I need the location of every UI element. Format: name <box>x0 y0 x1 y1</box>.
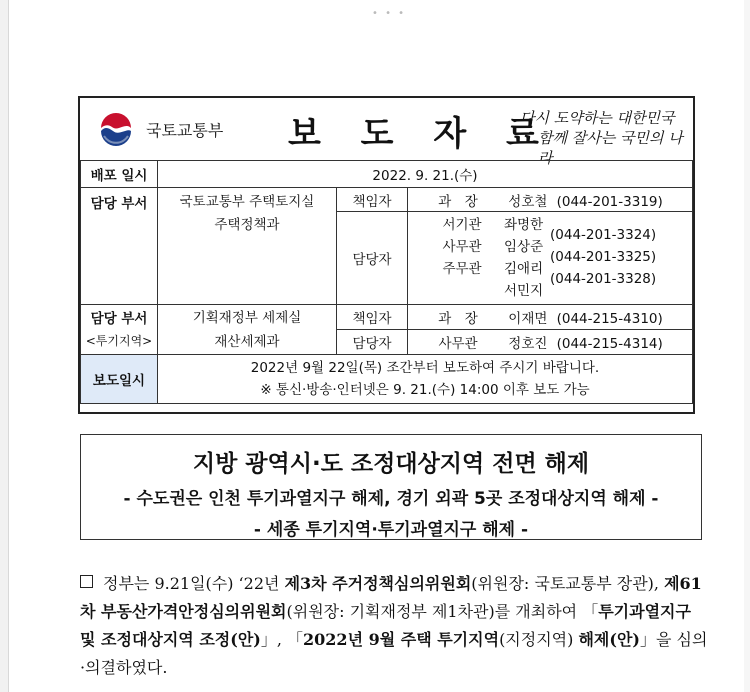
slogan-line-2: 함께 잘사는 국민의 나라 <box>538 129 683 167</box>
body-text-segment: 」, 「 <box>260 630 304 649</box>
dept2-head-name: 이재면 <box>508 311 548 327</box>
ministry-name: 국토교통부 <box>146 121 224 140</box>
dept1-staff-names <box>504 214 543 302</box>
staff-title: 주무관 <box>442 261 482 277</box>
document-type-title: 보 도 자 료 <box>288 114 553 154</box>
banner <box>80 98 693 167</box>
embargo-line-1: 2022년 9월 22일(목) 조간부터 보도하여 주시기 바랍니다. <box>250 360 600 376</box>
dept2-name-line-2: 재산세제과 <box>214 333 280 350</box>
dept2-staff-contact <box>408 330 693 355</box>
dept1-head-name: 성호철 <box>508 193 548 210</box>
dept1-head-title: 과 장 <box>438 193 478 210</box>
release-date-value: 2022. 9. 21.(수) <box>158 161 693 188</box>
dept1-manager-role: 담당자 <box>337 212 408 305</box>
dept1-head-row <box>81 188 693 212</box>
body-text-bold: 제61차 부동산가격안정심의위원회 <box>80 574 702 621</box>
dept1-label: 담당 부서 <box>81 188 158 305</box>
dept2-name <box>158 305 337 355</box>
staff-name: 김애리 <box>504 261 544 277</box>
body-paragraph <box>80 570 710 682</box>
dept1-responsible-role: 책임자 <box>337 188 408 212</box>
headline-subtitle-2: - 세종 투기지역·투기과열지구 해제 - <box>253 520 529 540</box>
embargo-row <box>81 355 693 404</box>
staff-phone: (044-201-3324) <box>550 227 657 243</box>
dept2-label-sub: <투기지역> <box>85 333 153 348</box>
body-text-bold: 2022년 9월 주택 투기지역 <box>303 630 500 649</box>
dept2-head-row <box>81 305 693 330</box>
body-text-bold: 제3차 주거정책심의위원회 <box>284 574 472 593</box>
embargo-line-2: ※ 통신·방송·인터넷은 9. 21.(수) 14:00 이후 보도 가능 <box>260 382 590 398</box>
dept1-head-contact <box>408 188 693 212</box>
release-date-row <box>81 161 693 188</box>
staff-name: 서민지 <box>504 283 544 299</box>
dept2-staff-name: 정호진 <box>508 336 548 352</box>
dept2-staff-title: 사무관 <box>438 336 478 352</box>
staff-title: 서기관 <box>442 217 482 233</box>
dept2-head-title: 과 장 <box>438 311 478 327</box>
dept2-name-line-1: 기획재정부 세제실 <box>192 309 302 326</box>
dept2-manager-role: 담당자 <box>337 330 408 355</box>
dept1-name-line-2: 주택정책과 <box>214 217 280 233</box>
dept2-staff-phone: (044-215-4314) <box>556 336 663 352</box>
body-text-segment: (지정지역) <box>499 630 579 649</box>
dept2-head-phone: (044-215-4310) <box>556 311 663 327</box>
body-text-segment: 」을 심의·의결하였다. <box>80 630 708 677</box>
staff-name: 임상준 <box>504 239 544 255</box>
headline-title: 지방 광역시·도 조정대상지역 전면 해제 <box>192 451 590 477</box>
dept1-name-line-1: 국토교통부 주택토지실 <box>179 194 315 210</box>
government-emblem-icon <box>98 112 134 148</box>
body-text-segment: (위원장: 기획재정부 제1차관)를 개최하여 「 <box>286 602 599 621</box>
body-text-segment: 정부는 9.21일(수) ‘22년 <box>103 574 285 593</box>
embargo-value <box>158 355 693 404</box>
release-date-label: 배포 일시 <box>81 161 158 188</box>
page-edge-right <box>744 0 750 692</box>
staff-phone: (044-201-3325) <box>550 249 657 265</box>
dept2-label <box>81 305 158 355</box>
dept1-staff-contact <box>408 212 693 305</box>
dept1-staff-titles <box>432 214 492 280</box>
press-release-header <box>78 96 695 414</box>
body-text-bold: 해제(안) <box>578 630 640 649</box>
contact-info-table <box>80 160 693 404</box>
dept1-name <box>158 188 337 305</box>
checkbox-bullet-icon <box>80 575 93 588</box>
embargo-label: 보도일시 <box>81 355 158 404</box>
more-dots-icon[interactable]: • • • <box>372 8 407 19</box>
dept1-staff-phones <box>550 224 656 290</box>
page-edge-left <box>0 0 9 692</box>
staff-name: 좌명한 <box>504 217 544 233</box>
slogan-line-1: 다시 도약하는 대한민국 <box>520 109 675 127</box>
dept2-responsible-role: 책임자 <box>337 305 408 330</box>
headline-box <box>80 434 702 540</box>
headline-subtitle-1: - 수도권은 인천 투기과열지구 해제, 경기 외곽 5곳 조정대상지역 해제 - <box>123 489 659 509</box>
slogan <box>520 108 693 168</box>
dept2-label-text: 담당 부서 <box>90 310 148 327</box>
dept1-head-phone: (044-201-3319) <box>556 193 663 210</box>
dept2-head-contact <box>408 305 693 330</box>
staff-title: 사무관 <box>442 239 482 255</box>
body-text-segment: (위원장: 국토교통부 장관), <box>471 574 665 593</box>
body-text-bold: 투기과열지구 및 조정대상지역 조정(안) <box>80 602 691 649</box>
staff-phone: (044-201-3328) <box>550 271 657 287</box>
